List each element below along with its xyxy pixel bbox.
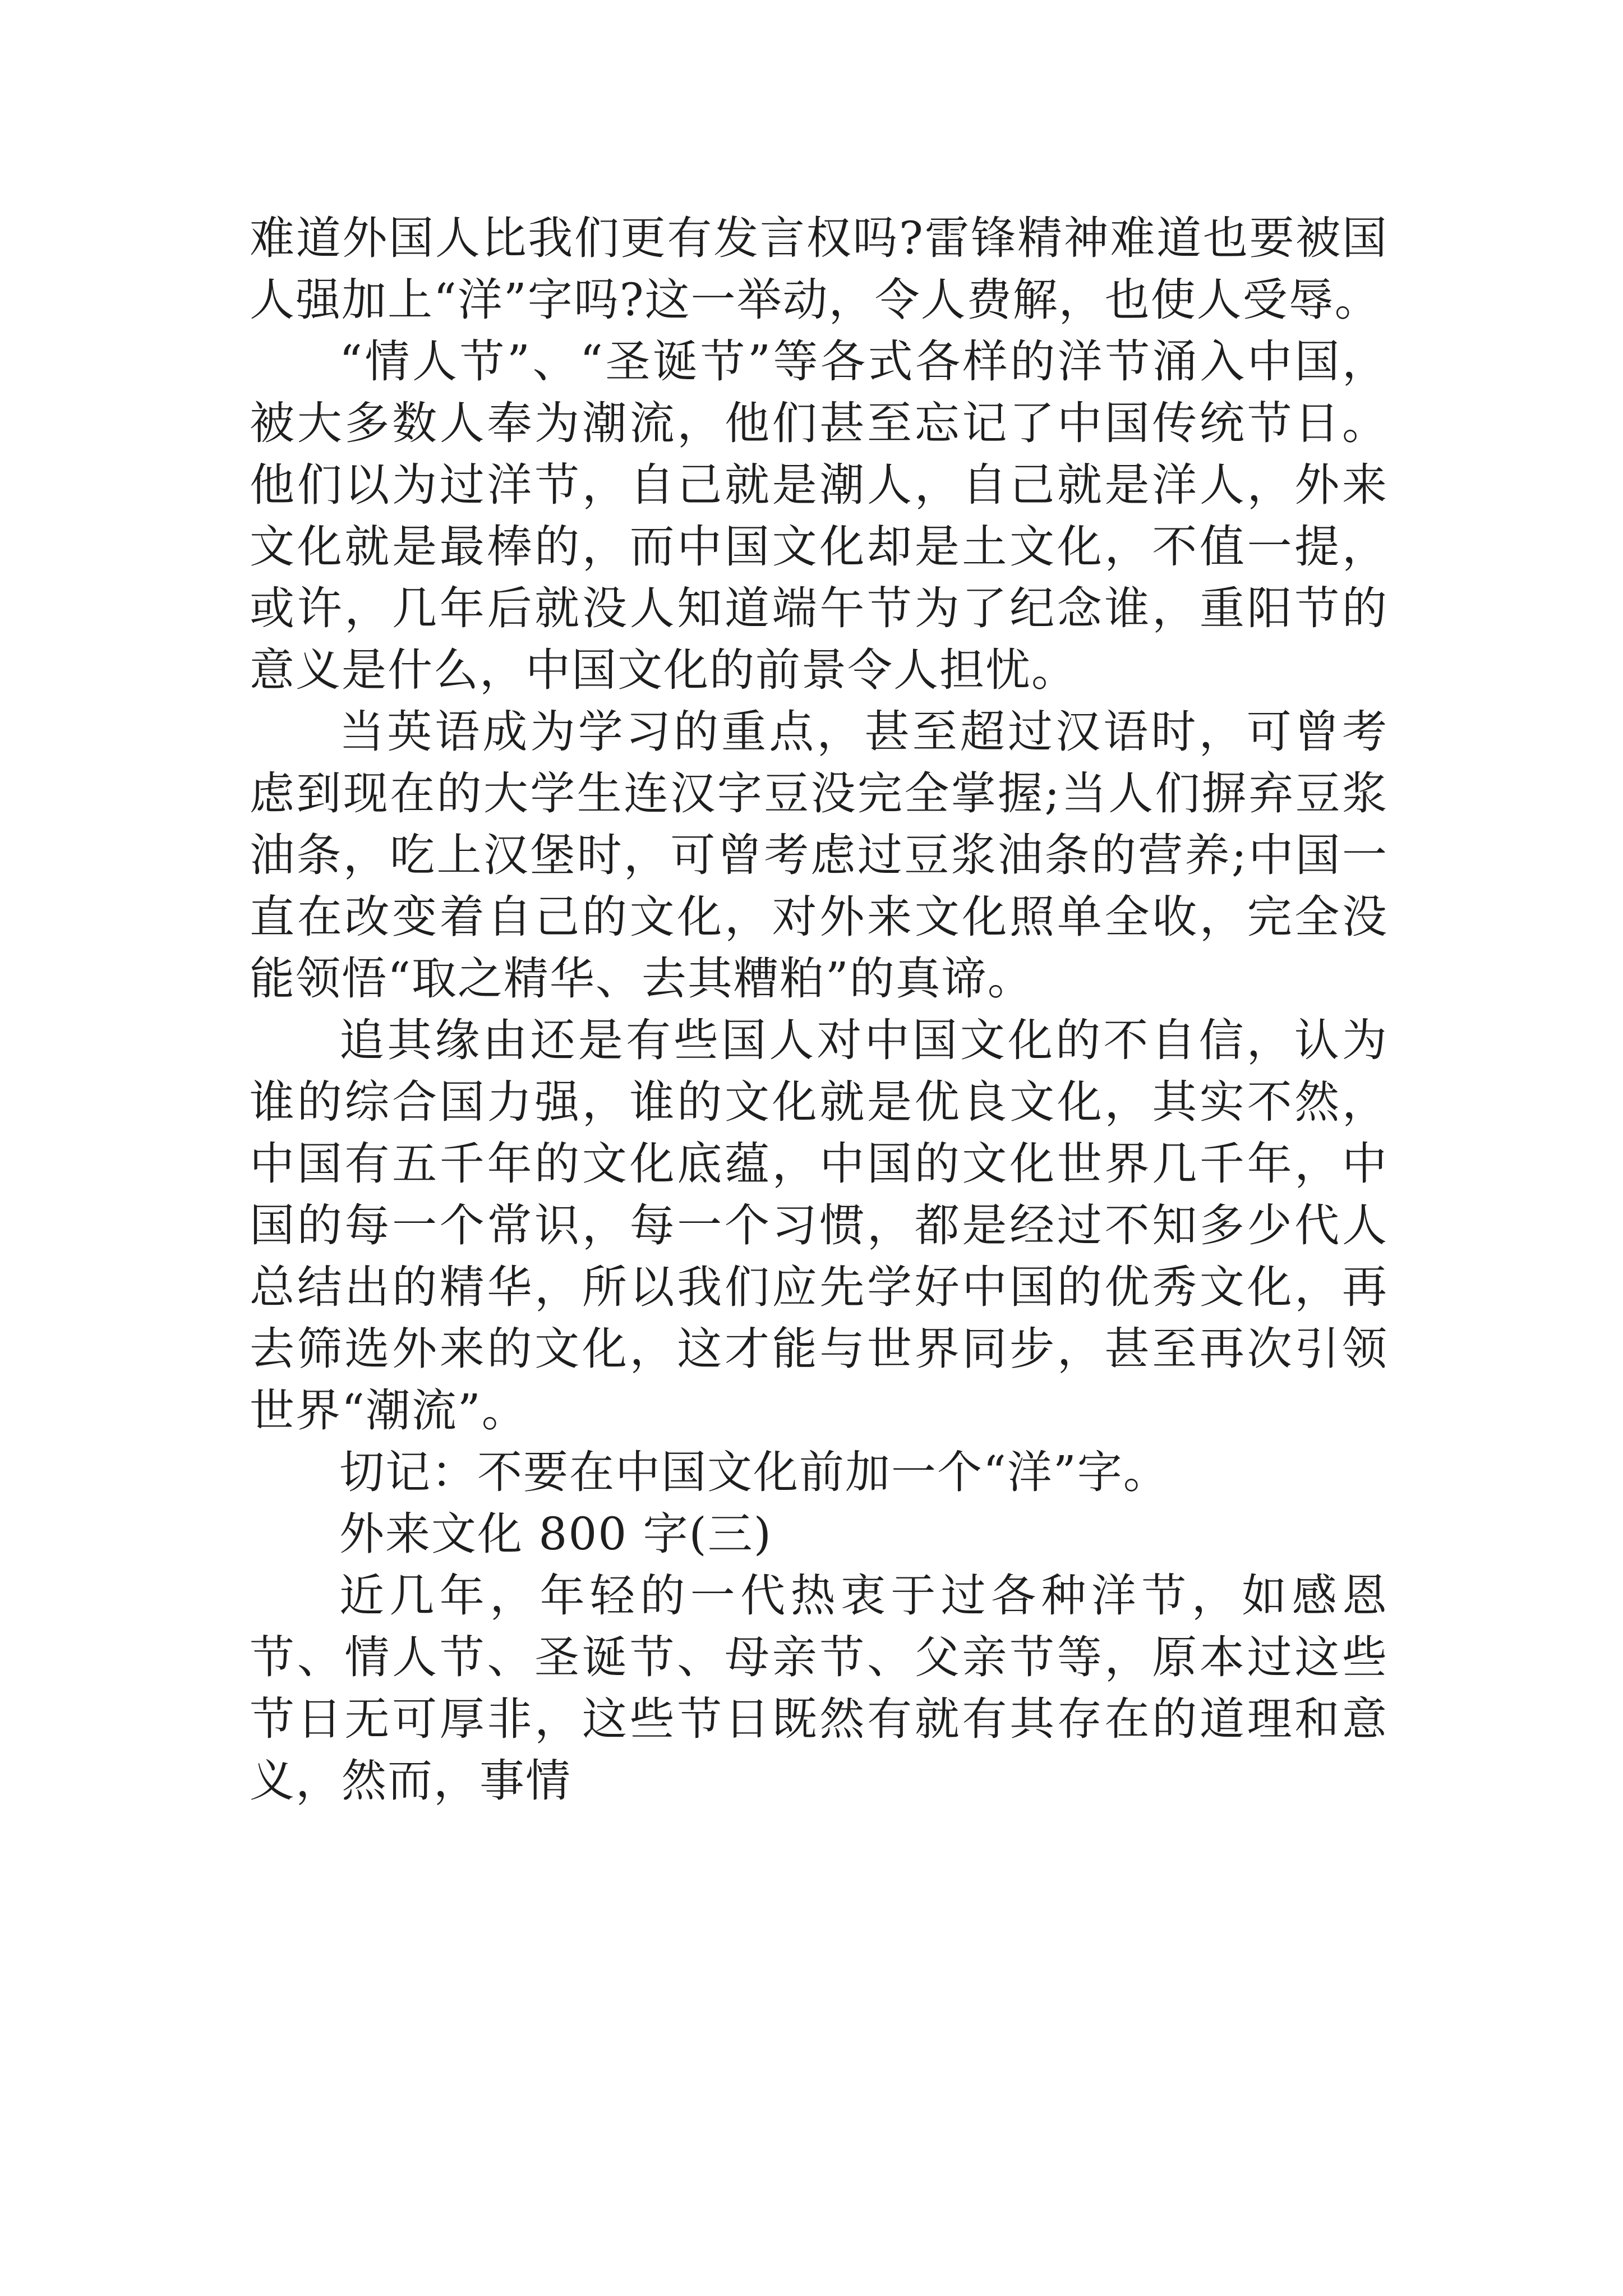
paragraph-3: 当英语成为学习的重点，甚至超过汉语时，可曾考虑到现在的大学生连汉字豆没完全掌握;当人们摒弃豆浆油条，吃上汉堡时，可曾考虑过豆浆油条的营养;中国一直在改变着自己的文化，对外来文化照单全收，完全没能领悟“取之精华、去其糟粕”的真谛。 bbox=[250, 706, 1388, 1005]
document-page bbox=[250, 208, 1388, 1812]
section-heading: 外来文化 800 字(三) bbox=[339, 1508, 772, 1560]
paragraph-5: 切记：不要在中国文化前加一个“洋”字。 bbox=[339, 1446, 1169, 1498]
paragraph-6: 近几年，年轻的一代热衷于过各种洋节，如感恩节、情人节、圣诞节、母亲节、父亲节等，原本过这些节日无可厚非，这些节日既然有就有其存在的道理和意义，然而，事情 bbox=[250, 1570, 1388, 1807]
paragraph-2: “情人节”、“圣诞节”等各式各样的洋节涌入中国，被大多数人奉为潮流，他们甚至忘记了中国传统节日。他们以为过洋节，自己就是潮人，自己就是洋人，外来文化就是最棒的，而中国文化却是土文化，不值一提，或许，几年后就没人知道端午节为了纪念谁，重阳节的意义是什么，中国文化的前景令人担忧。 bbox=[250, 335, 1388, 696]
paragraph-4: 追其缘由还是有些国人对中国文化的不自信，认为谁的综合国力强，谁的文化就是优良文化，其实不然，中国有五千年的文化底蕴，中国的文化世界几千年，中国的每一个常识，每一个习惯，都是经过不知多少代人总结出的精华，所以我们应先学好中国的优秀文化，再去筛选外来的文化，这才能与世界同步，甚至再次引领世界“潮流”。 bbox=[250, 1014, 1388, 1437]
paragraph-1: 难道外国人比我们更有发言权吗?雷锋精神难道也要被国人强加上“洋”字吗?这一举动，令人费解，也使人受辱。 bbox=[250, 212, 1388, 326]
